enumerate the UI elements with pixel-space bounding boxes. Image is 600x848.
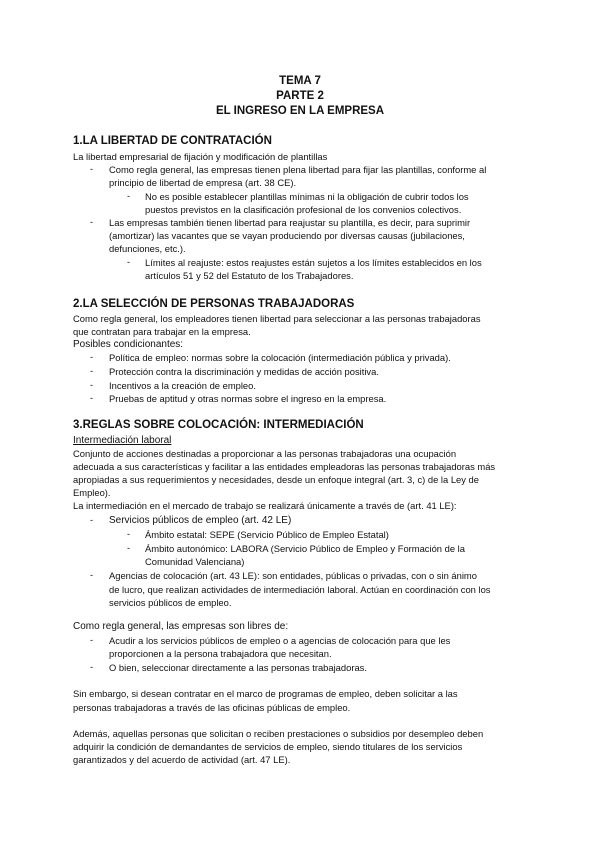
paragraph-line: principio de libertad de empresa (art. 38 CE). bbox=[109, 177, 297, 188]
list-item: Ámbito estatal: SEPE (Servicio Público de Empleo Estatal) bbox=[145, 529, 389, 540]
paragraph-line: Conjunto de acciones destinadas a proporcionar a las personas trabajadoras una ocupación bbox=[73, 448, 457, 459]
list-item: Incentivos a la creación de empleo. bbox=[109, 380, 256, 391]
list-item: Protección contra la discriminación y medidas de acción positiva. bbox=[109, 366, 379, 377]
paragraph-line: Las empresas también tienen libertad para reajustar su plantilla, es decir, para suprimir bbox=[109, 217, 471, 228]
bullet-dash: - bbox=[127, 256, 131, 267]
paragraph-line: (amortizar) las vacantes que se vayan produciendo por diversas causas (jubilaciones, bbox=[109, 230, 465, 241]
paragraph-line: Sin embargo, si desean contratar en el marco de programas de empleo, deben solicitar a las bbox=[73, 688, 458, 699]
paragraph-line: personas trabajadoras a través de las oficinas públicas de empleo. bbox=[73, 702, 351, 713]
subheading-intermediacion: Intermediación laboral bbox=[73, 435, 172, 446]
bullet-dash: - bbox=[90, 661, 94, 672]
paragraph-line: de lucro, que realizan actividades de intermediación laboral. Actúan en coordinación con los bbox=[109, 584, 491, 595]
paragraph-line: que contratan para trabajar en la empresa. bbox=[73, 326, 251, 337]
paragraph-line: No es posible establecer plantillas mínimas ni la obligación de cubrir todos los bbox=[145, 191, 469, 202]
section-1-intro: La libertad empresarial de fijación y modificación de plantillas bbox=[73, 151, 328, 162]
paragraph-line: Agencias de colocación (art. 43 LE): son entidades, públicas o privadas, con o sin ánimo bbox=[109, 570, 477, 581]
bullet-dash: - bbox=[90, 216, 94, 227]
paragraph-line: servicios públicos de empleo. bbox=[109, 597, 232, 608]
bullet-dash: - bbox=[90, 379, 94, 390]
paragraph-line: Límites al reajuste: estos reajustes están sujetos a los límites establecidos en los bbox=[145, 257, 482, 268]
paragraph-line: adquirir la condición de demandantes de servicios de empleo, siendo titulares de los servicios bbox=[73, 741, 463, 752]
list-item: O bien, seleccionar directamente a las personas trabajadoras. bbox=[109, 662, 367, 673]
paragraph-line: proporcionen a la persona trabajadora que necesitan. bbox=[109, 648, 332, 659]
paragraph-line: artículos 51 y 52 del Estatuto de los Trabajadores. bbox=[145, 270, 354, 281]
paragraph-line: defunciones, etc.). bbox=[109, 243, 186, 254]
bullet-dash: - bbox=[90, 392, 94, 403]
bullet-dash: - bbox=[90, 351, 94, 362]
section-1-heading: 1.LA LIBERTAD DE CONTRATACIÓN bbox=[73, 135, 272, 147]
bullet-dash: - bbox=[90, 569, 94, 580]
paragraph-line: Además, aquellas personas que solicitan o reciben prestaciones o subsidios por desempleo deben bbox=[73, 728, 484, 739]
section-3-heading: 3.REGLAS SOBRE COLOCACIÓN: INTERMEDIACIÓN bbox=[73, 419, 364, 431]
doc-title-main: EL INGRESO EN LA EMPRESA bbox=[215, 105, 385, 117]
conditions-label: Posibles condicionantes: bbox=[73, 339, 184, 350]
list-item: Servicios públicos de empleo (art. 42 LE) bbox=[109, 515, 292, 526]
bullet-dash: - bbox=[90, 514, 94, 525]
paragraph-line: Ámbito autonómico: LABORA (Servicio Público de Empleo y Formación de la bbox=[145, 543, 465, 554]
section-2-heading: 2.LA SELECCIÓN DE PERSONAS TRABAJADORAS bbox=[73, 298, 355, 310]
paragraph-line: apropiadas a sus requerimientos y necesidades, desde un enfoque integral (art. 3, c) de la Ley de bbox=[73, 474, 479, 485]
bullet-dash: - bbox=[90, 163, 94, 174]
paragraph-line: La intermediación en el mercado de trabajo se realizará únicamente a través de (art. 41 LE): bbox=[73, 500, 457, 511]
bullet-dash: - bbox=[90, 634, 94, 645]
paragraph-line: Como regla general, las empresas tienen plena libertad para fijar las plantillas, conforme al bbox=[109, 164, 487, 175]
paragraph-line: Empleo). bbox=[73, 487, 111, 498]
bullet-dash: - bbox=[90, 365, 94, 376]
list-item: Pruebas de aptitud y otras normas sobre el ingreso en la empresa. bbox=[109, 393, 387, 404]
paragraph-line: garantizados y del acuerdo de actividad (art. 47 LE). bbox=[73, 754, 291, 765]
paragraph-line: Como regla general, las empresas son libres de: bbox=[73, 621, 289, 632]
paragraph-line: Acudir a los servicios públicos de empleo o a agencias de colocación para que les bbox=[109, 635, 451, 646]
bullet-dash: - bbox=[127, 528, 131, 539]
bullet-dash: - bbox=[127, 542, 131, 553]
paragraph-line: Como regla general, los empleadores tienen libertad para seleccionar a las personas trabajadoras bbox=[73, 313, 481, 324]
paragraph-line: adecuada a sus características y facilitar a las entidades empleadoras las personas trabajadoras más bbox=[73, 461, 496, 472]
doc-title-parte: PARTE 2 bbox=[276, 90, 324, 102]
paragraph-line: Comunidad Valenciana) bbox=[145, 556, 245, 567]
list-item: Política de empleo: normas sobre la colocación (intermediación pública y privada). bbox=[109, 352, 451, 363]
bullet-dash: - bbox=[127, 190, 131, 201]
paragraph-line: puestos previstos en la clasificación profesional de los convenios colectivos. bbox=[145, 204, 462, 215]
doc-title-tema: TEMA 7 bbox=[279, 75, 321, 87]
